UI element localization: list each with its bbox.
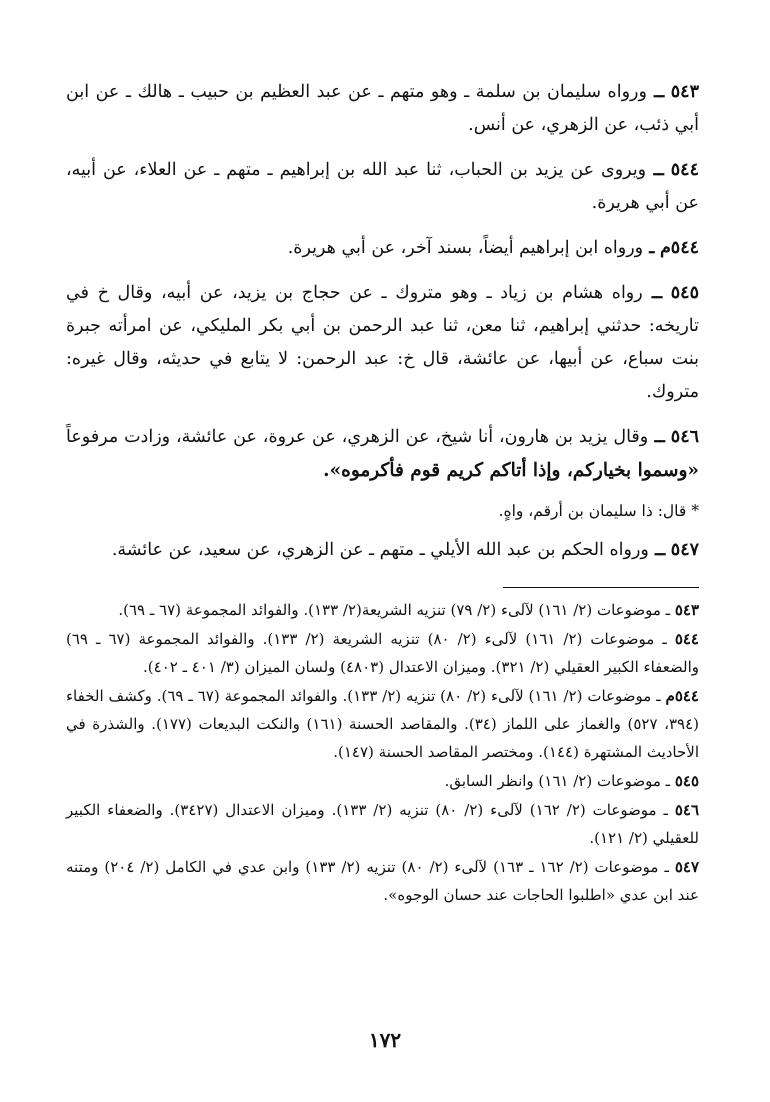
- entry-number: ٥٤٧: [670, 540, 699, 560]
- footnote-543: [66, 596, 699, 624]
- entry-number: ٥٤٣: [670, 82, 699, 102]
- entry-text: ورواه ابن إبراهيم أيضاً، بسند آخر، عن أبي هريرة.: [287, 238, 644, 258]
- editor-note: * قال: ذا سليمان بن أرقم، واهٍ.: [498, 502, 699, 520]
- footnote-number: ٥٤٣: [674, 601, 699, 619]
- entry-text: ورواه الحكم بن عبد الله الأيلي ـ متهم ـ عن الزهري، عن سعيد، عن عائشة.: [111, 540, 649, 560]
- entry-547: ٥٤٧ ــ ورواه الحكم بن عبد الله الأيلي ـ متهم ـ عن الزهري، عن سعيد، عن عائشة.: [111, 540, 699, 560]
- footnote-547: [66, 853, 699, 909]
- hadith-text: «وسموا بخياركم، وإذا أتاكم كريم قوم فأكرموه».: [323, 460, 699, 481]
- entry-text: ورواه سليمان بن سلمة ـ وهو متهم ـ عن عبد العظيم بن حبيب ـ هالك ـ عن ابن أبي ذئب، عن الزهري، عن أنس.: [66, 82, 699, 135]
- footnote-separator-wrap: [66, 579, 699, 596]
- footnote-546: [66, 796, 699, 852]
- footnote-separator: [503, 587, 699, 588]
- entry-number: ٥٤٤م: [659, 238, 699, 258]
- entry-text: وقال يزيد بن هارون، أنا شيخ، عن الزهري، عن عروة، عن عائشة، وزادت مرفوعاً: [66, 427, 649, 447]
- footnote-text: ـ موضوعات (٢/ ١٦١) لآلىء (٢/ ٨٠) تنزيه (٢/ ١٣٣). والفوائد المجموعة (٦٧ ـ ٦٩). وكشف الخفاء (٣٩٤، ٥٢٧) والغماز على اللماز (٣٤). والمقاصد الحسنة (١٦١) والنكت البديعات (١٧٧). والشذرة في الأحاديث المشتهرة (١٤٤). ومختصر المقاصد الحسنة (١٤٧).: [66, 687, 700, 761]
- entry-text: ويروى عن يزيد بن الحباب، ثنا عبد الله بن إبراهيم ـ متهم ـ عن العلاء، عن أبيه، عن أبي هريرة.: [66, 160, 699, 213]
- footnote-number: ٥٤٤م: [665, 687, 699, 705]
- entry-543: ٥٤٣ ــ ورواه سليمان بن سلمة ـ وهو متهم ـ عن عبد العظيم بن حبيب ـ هالك ـ عن ابن أبي ذئب، عن الزهري، عن أنس.: [66, 82, 699, 135]
- entry-544: ٥٤٤ ــ ويروى عن يزيد بن الحباب، ثنا عبد الله بن إبراهيم ـ متهم ـ عن العلاء، عن أبيه، عن أبي هريرة.: [66, 160, 699, 213]
- entry-545: ٥٤٥ ــ رواه هشام بن زياد ـ وهو متروك ـ عن حجاج بن يزيد، عن أبيه، وقال خ في تاريخه: حدثني إبراهيم، ثنا معن، ثنا عبد الرحمن بن أبي بكر المليكي، عن امرأته جبرة بنت سباع، عن أبيها، عن عائشة، قال خ: عبد الرحمن: لا يتابع في حديثه، وقال غيره: متروك.: [66, 283, 699, 402]
- footnote-number: ٥٤٦: [674, 801, 700, 819]
- footnote-text: ـ موضوعات (٢/ ١٦١) وانظر السابق.: [444, 772, 671, 790]
- entry-text: رواه هشام بن زياد ـ وهو متروك ـ عن حجاج بن يزيد، عن أبيه، وقال خ في تاريخه: حدثني إبراهيم، ثنا معن، ثنا عبد الرحمن بن أبي بكر المليكي، عن امرأته جبرة بنت سباع، عن أبيها، عن عائشة، قال خ: عبد الرحمن: لا يتابع في حديثه، وقال غيره: متروك.: [66, 283, 699, 402]
- footnote-text: ـ موضوعات (٢/ ١٦١) لآلىء (٢/ ٧٩) تنزيه الشريعة(٢/ ١٣٣). والفوائد المجموعة (٦٧ ـ ٦٩).: [118, 601, 671, 619]
- footnote-544: [66, 625, 699, 681]
- entry-546: ٥٤٦ ــ وقال يزيد بن هارون، أنا شيخ، عن الزهري، عن عروة، عن عائشة، وزادت مرفوعاً «وسموا بخياركم، وإذا أتاكم كريم قوم فأكرموه».: [66, 427, 699, 481]
- footnote-number: ٥٤٤: [674, 630, 699, 648]
- entry-number: ٥٤٦: [670, 427, 699, 447]
- footnote-number: ٥٤٥: [674, 772, 699, 790]
- page-number: ١٧٢: [368, 1028, 402, 1052]
- entry-544m: ٥٤٤م ـ ورواه ابن إبراهيم أيضاً، بسند آخر، عن أبي هريرة.: [287, 238, 699, 258]
- entry-number: ٥٤٤: [670, 160, 699, 180]
- page-content: [66, 76, 699, 910]
- footnote-text: ـ موضوعات (٢/ ١٦٢ ـ ١٦٣) لآلىء (٢/ ٨٠) تنزيه (٢/ ١٣٣) وابن عدي في الكامل (٢/ ٢٠٤) ومتنه عند ابن عدي «اطلبوا الحاجات عند حسان الوجوه».: [66, 858, 699, 904]
- footnote-545: [66, 767, 699, 795]
- footnote-number: ٥٤٧: [674, 858, 699, 876]
- footnote-text: ـ موضوعات (٢/ ١٦١) لآلىء (٢/ ٨٠) تنزيه الشريعة (٢/ ١٣٣). والفوائد المجموعة (٦٧ ـ ٦٩) والضعفاء الكبير العقيلي (٢/ ٣٢١). وميزان الاعتدال (٤٨٠٣) ولسان الميزان (٣/ ٤٠١ ـ ٤٠٢).: [66, 630, 699, 676]
- entry-number: ٥٤٥: [670, 283, 699, 303]
- footnotes: [66, 596, 699, 909]
- footnote-text: ـ موضوعات (٢/ ١٦٢) لآلىء (٢/ ٨٠) تنزيه (٢/ ١٣٣). وميزان الاعتدال (٣٤٢٧). والضعفاء الكبير للعقيلي (٢/ ١٢١).: [66, 801, 699, 847]
- footnote-544m: [66, 682, 699, 766]
